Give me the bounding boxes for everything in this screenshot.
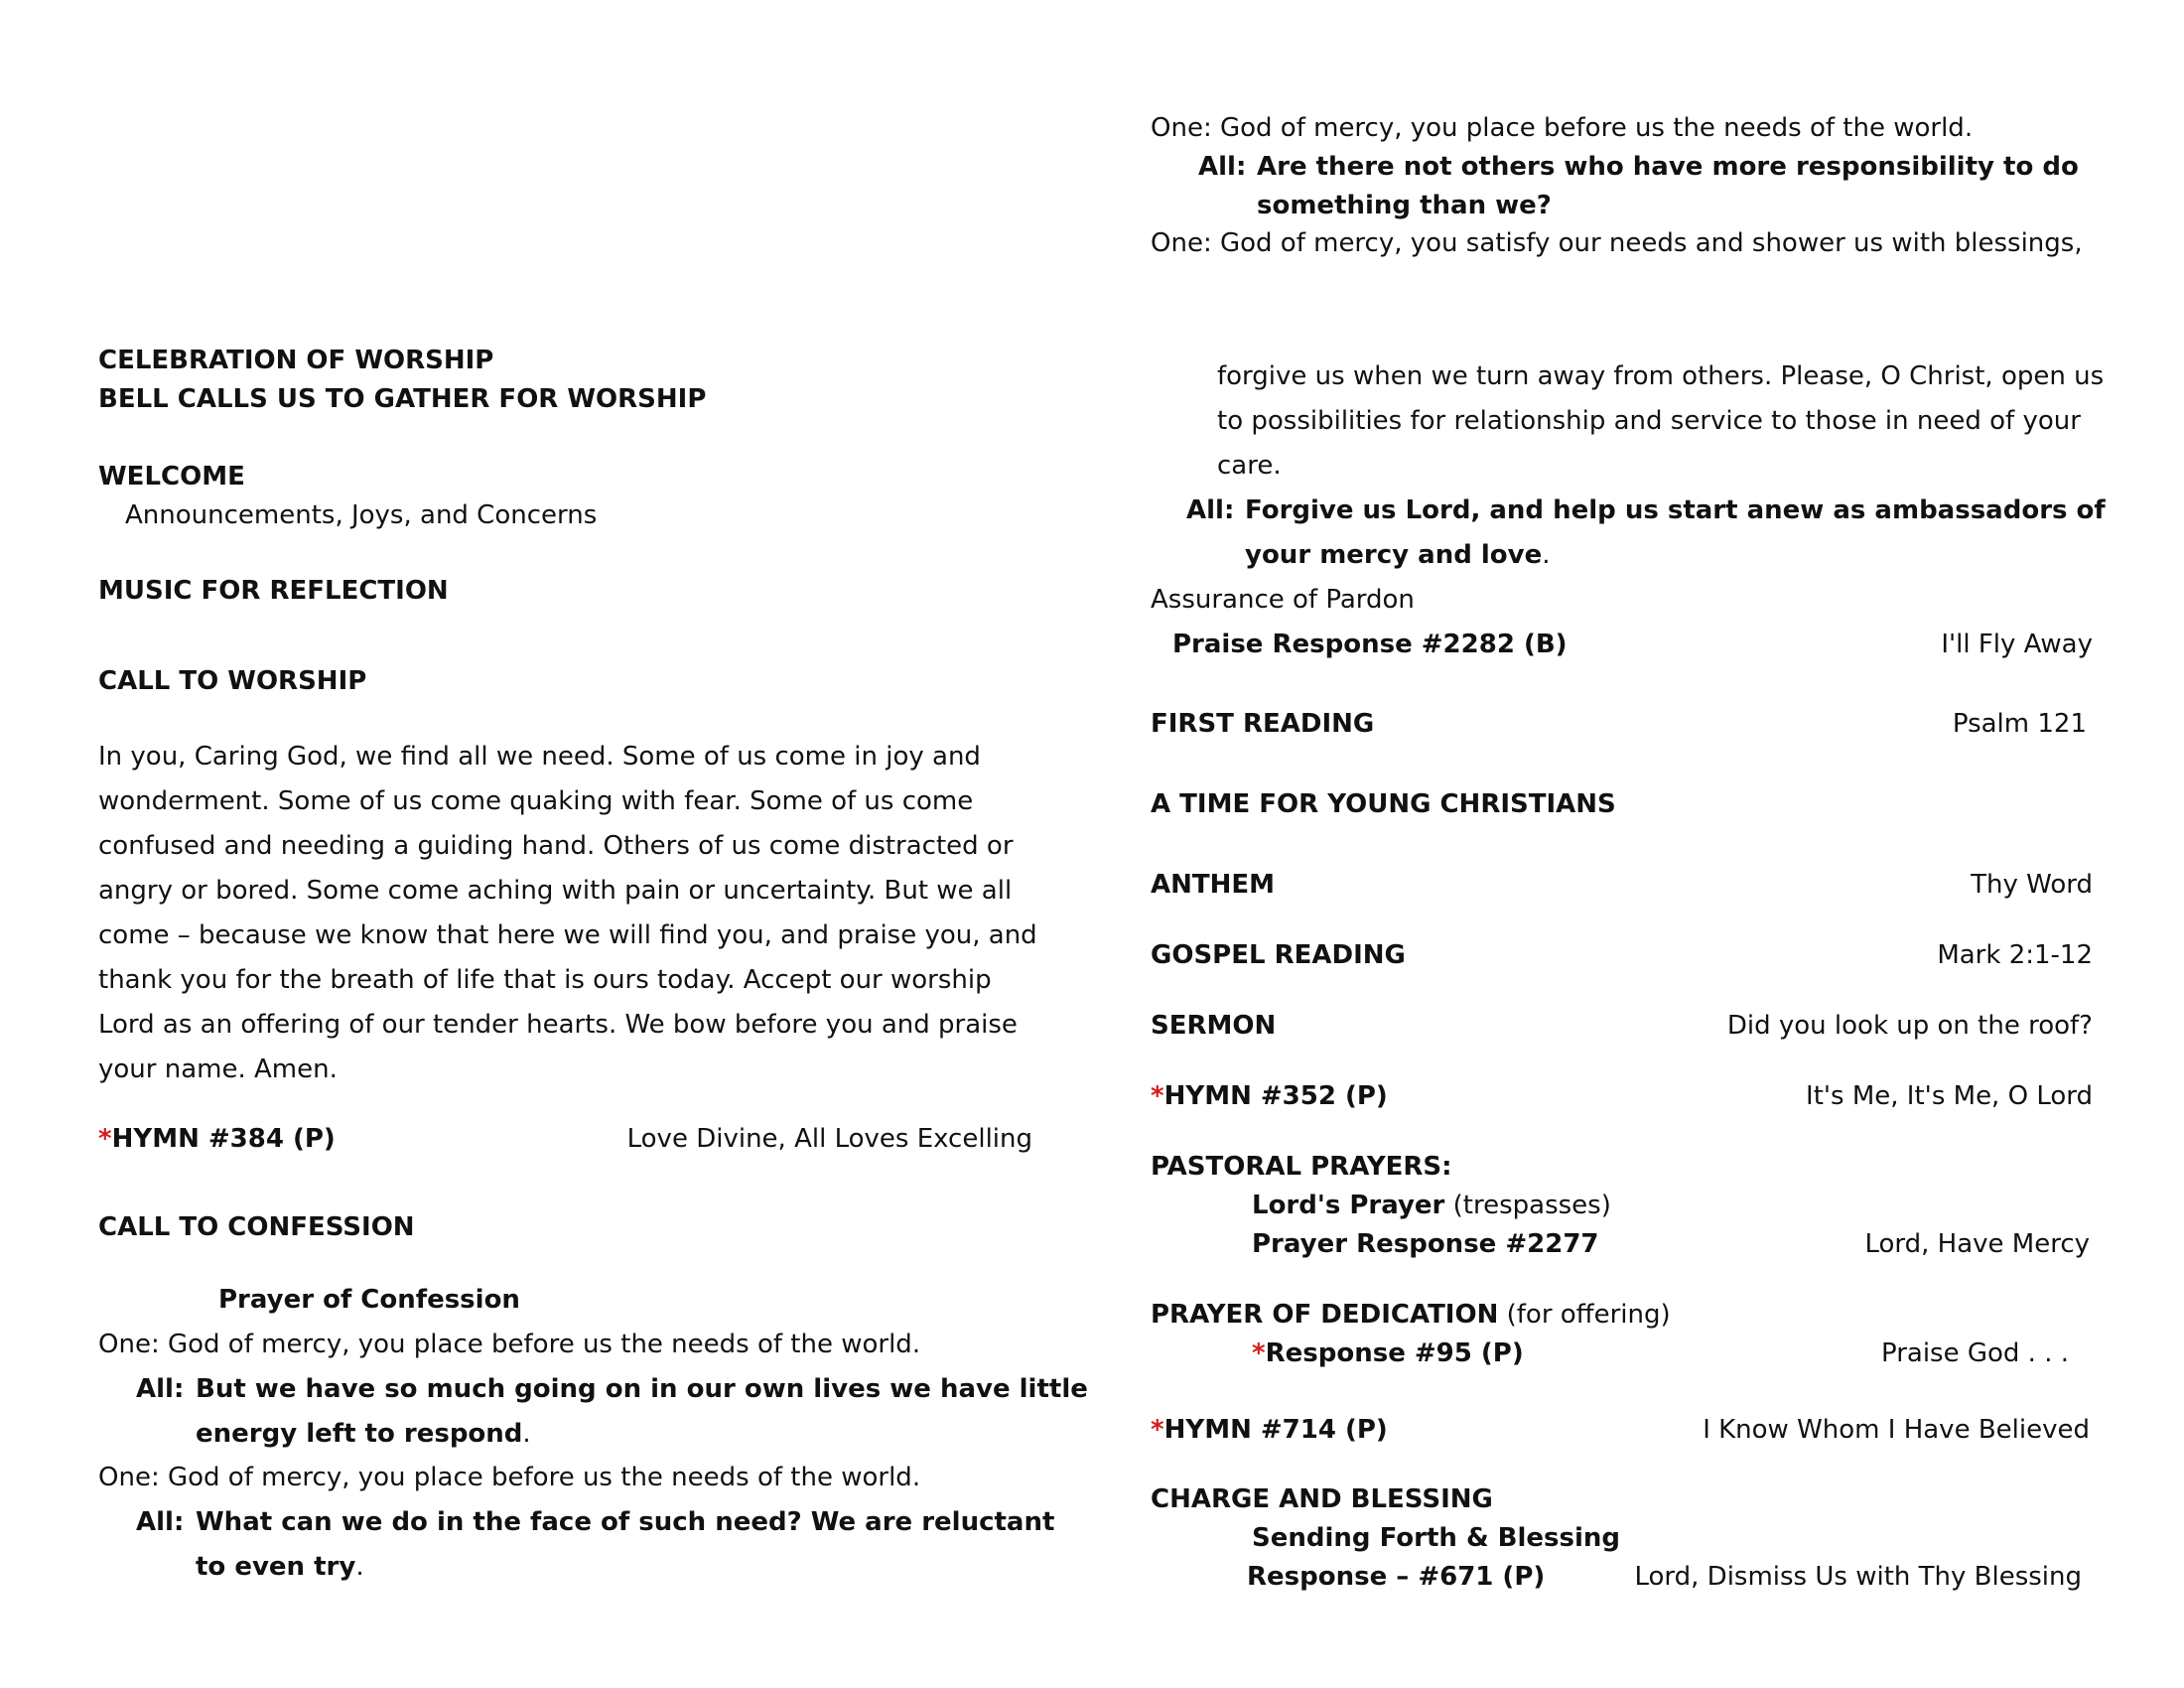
dedication-heading: PRAYER OF DEDICATION — [1151, 1300, 1499, 1330]
anthem-label: ANTHEM — [1151, 870, 1276, 900]
charge-blessing-heading: CHARGE AND BLESSING — [1151, 1484, 1493, 1514]
prayer-response-label: Prayer Response #2277 — [1252, 1229, 1599, 1259]
heading-call-to-worship: CALL TO WORSHIP — [98, 666, 367, 696]
hymn-384-title: Love Divine, All Loves Excelling — [626, 1124, 1032, 1154]
liturgy-all-3-line1: Are there not others who have more responsibility to do — [1257, 152, 2079, 182]
lords-prayer-line — [1252, 1193, 1611, 1218]
first-reading-title: Psalm 121 — [1952, 709, 2087, 739]
dedication-line — [1151, 1302, 1671, 1328]
lords-prayer-label: Lord's Prayer — [1252, 1191, 1445, 1220]
response-671-title: Lord, Dismiss Us with Thy Blessing — [1634, 1562, 2082, 1592]
hymn-384-text: HYMN #384 (P) — [111, 1124, 336, 1154]
lords-prayer-note: (trespasses) — [1452, 1191, 1611, 1220]
hymn-714-label — [1151, 1417, 1388, 1443]
praise-response-label: Praise Response #2282 (B) — [1172, 630, 1568, 659]
liturgy-all-1-line2-text: energy left to respond — [196, 1419, 523, 1449]
prayer-of-confession-title: Prayer of Confession — [218, 1285, 520, 1315]
liturgy-one-2: One: God of mercy, you place before us the needs of the world. — [98, 1463, 921, 1492]
forgive-line-1: forgive us when we turn away from others. Please, O Christ, open us — [1217, 361, 2105, 391]
anthem-title: Thy Word — [1971, 870, 2093, 900]
liturgy-all-3-label: All: — [1198, 152, 1247, 182]
assurance-of-pardon: Assurance of Pardon — [1151, 585, 1415, 615]
hymn-352-title: It's Me, It's Me, O Lord — [1806, 1081, 2093, 1111]
heading-call-to-confession: CALL TO CONFESSION — [98, 1212, 415, 1242]
liturgy-all-1-label: All: — [136, 1374, 185, 1404]
praise-response-title: I'll Fly Away — [1941, 630, 2093, 659]
sermon-title: Did you look up on the roof? — [1726, 1011, 2093, 1041]
liturgy-all-4-line1: Forgive us Lord, and help us start anew as ambassadors of — [1245, 495, 2106, 525]
heading-celebration: CELEBRATION OF WORSHIP — [98, 346, 494, 375]
liturgy-all-4-label: All: — [1186, 495, 1235, 525]
response-95-text: Response #95 (P) — [1265, 1338, 1524, 1368]
liturgy-all-3-line2: something than we? — [1257, 191, 1552, 220]
hymn-384-label — [98, 1126, 336, 1152]
liturgy-all-2-line2-text: to even try — [196, 1552, 356, 1582]
call-to-worship-text: In you, Caring God, we find all we need. Some of us come in joy and wonderment. Some of us come quaking with fear. Some of us come confused and needing a guiding hand. Others of us come distracted or angry or bored. Some come aching with pain or uncertainty. But we all come – because we know that here we will find you, and praise you, and thank you for the breath of life that is ours today. Accept our worship Lord as an offering of our tender hearts. We bow before you and praise your name. Amen. — [98, 742, 1037, 1084]
prayer-response-title: Lord, Have Mercy — [1864, 1229, 2090, 1259]
young-christians-heading: A TIME FOR YOUNG CHRISTIANS — [1151, 789, 1616, 819]
forgive-line-2: to possibilities for relationship and service to those in need of your — [1217, 406, 2081, 436]
sending-forth-label: Sending Forth & Blessing — [1252, 1523, 1621, 1553]
liturgy-all-2-line2: to even try. — [196, 1552, 364, 1582]
heading-bell-calls: BELL CALLS US TO GATHER FOR WORSHIP — [98, 384, 707, 414]
asterisk-mark: * — [1151, 1081, 1164, 1111]
liturgy-all-4-line2-text: your mercy and love — [1245, 540, 1543, 570]
announcements-text: Announcements, Joys, and Concerns — [125, 500, 598, 530]
liturgy-all-1-line1: But we have so much going on in our own lives we have little — [196, 1374, 1088, 1404]
liturgy-all-1-line2: energy left to respond. — [196, 1419, 531, 1449]
response-95-label — [1252, 1340, 1524, 1366]
heading-music: MUSIC FOR REFLECTION — [98, 576, 449, 606]
heading-welcome: WELCOME — [98, 462, 245, 492]
liturgy-one-3: One: God of mercy, you place before us the needs of the world. — [1151, 113, 1974, 143]
response-671-label: Response – #671 (P) — [1247, 1562, 1546, 1592]
liturgy-all-4-line2: your mercy and love. — [1245, 540, 1551, 570]
forgive-line-3: care. — [1217, 451, 1282, 481]
liturgy-one-4: One: God of mercy, you satisfy our needs and shower us with blessings, — [1151, 228, 2083, 258]
gospel-reading-title: Mark 2:1-12 — [1937, 940, 2093, 970]
asterisk-mark: * — [1252, 1338, 1266, 1368]
hymn-714-text: HYMN #714 (P) — [1163, 1415, 1388, 1445]
pastoral-prayers-heading: PASTORAL PRAYERS: — [1151, 1152, 1452, 1182]
liturgy-all-2-label: All: — [136, 1507, 185, 1537]
first-reading-label: FIRST READING — [1151, 709, 1375, 739]
liturgy-all-2-line1: What can we do in the face of such need? We are reluctant — [196, 1507, 1055, 1537]
asterisk-mark: * — [98, 1124, 112, 1154]
sermon-label: SERMON — [1151, 1011, 1277, 1041]
asterisk-mark: * — [1151, 1415, 1164, 1445]
liturgy-one-1: One: God of mercy, you place before us the needs of the world. — [98, 1330, 921, 1359]
hymn-714-title: I Know Whom I Have Believed — [1703, 1415, 2090, 1445]
hymn-352-label — [1151, 1083, 1388, 1109]
gospel-reading-label: GOSPEL READING — [1151, 940, 1406, 970]
response-95-title: Praise God . . . — [1880, 1338, 2069, 1368]
hymn-352-text: HYMN #352 (P) — [1163, 1081, 1388, 1111]
dedication-note: (for offering) — [1506, 1300, 1671, 1330]
